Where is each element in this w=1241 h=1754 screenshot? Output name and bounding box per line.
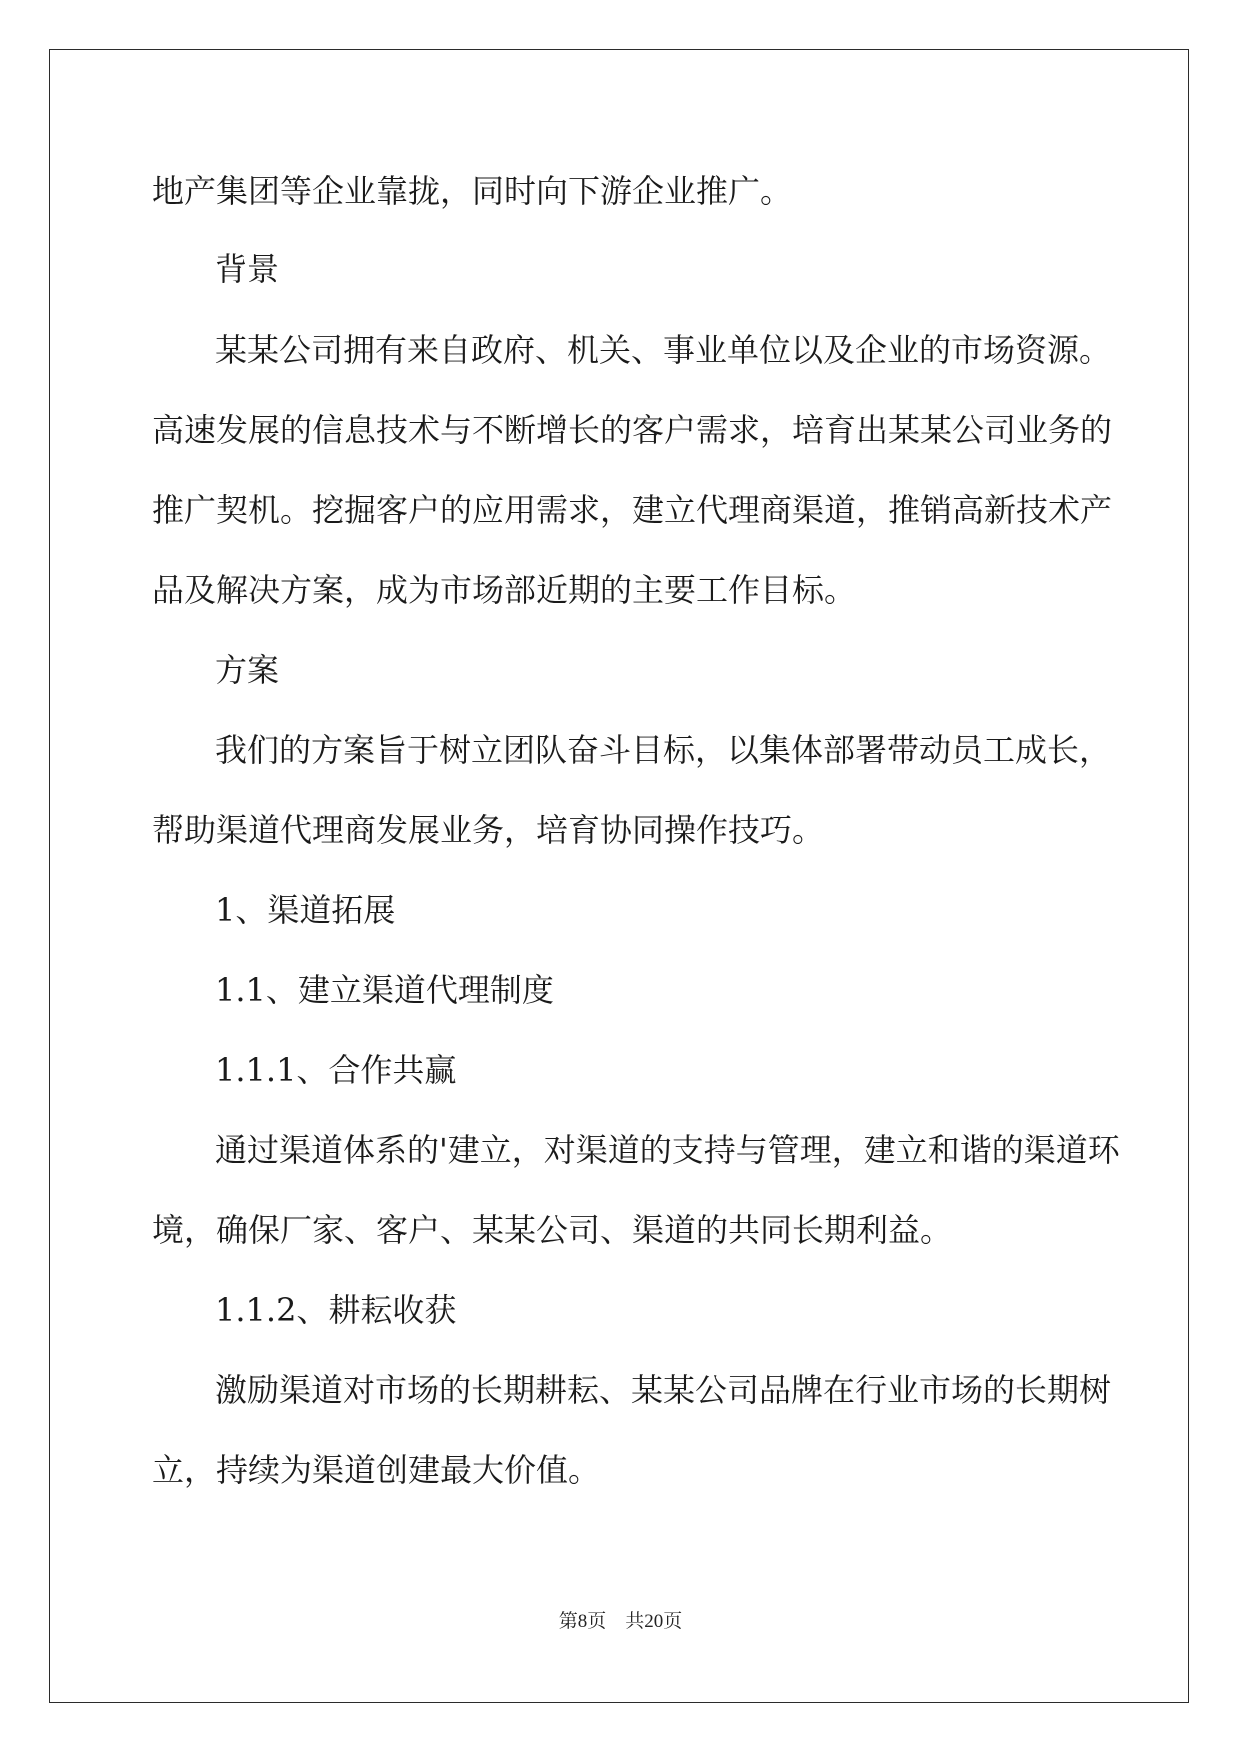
body-text-line: 通过渠道体系的'建立，对渠道的支持与管理，建立和谐的渠道环 xyxy=(215,1131,1120,1169)
body-text-line: 立，持续为渠道创建最大价值。 xyxy=(152,1451,601,1489)
heading-win-win-cooperation: 1.1.1、合作共赢 xyxy=(215,1051,457,1089)
heading-channel-agency-system: 1.1、建立渠道代理制度 xyxy=(215,971,554,1009)
page-total: 共20页 xyxy=(625,1611,683,1632)
body-text-line: 推广契机。挖掘客户的应用需求，建立代理商渠道，推销高新技术产 xyxy=(152,491,1113,529)
page-number: 第8页 xyxy=(558,1611,607,1632)
body-text-line: 境，确保厂家、客户、某某公司、渠道的共同长期利益。 xyxy=(152,1211,953,1249)
section-heading-background: 背景 xyxy=(215,250,280,288)
heading-channel-expansion: 1、渠道拓展 xyxy=(215,891,396,929)
body-text-line: 品及解决方案，成为市场部近期的主要工作目标。 xyxy=(152,571,857,609)
page-footer xyxy=(0,1606,1241,1633)
body-text-line: 我们的方案旨于树立团队奋斗目标，以集体部署带动员工成长， xyxy=(215,731,1112,769)
section-heading-plan: 方案 xyxy=(215,651,280,689)
body-text-line: 帮助渠道代理商发展业务，培育协同操作技巧。 xyxy=(152,811,825,849)
body-text-line: 高速发展的信息技术与不断增长的客户需求，培育出某某公司业务的 xyxy=(152,411,1113,449)
body-text-line: 某某公司拥有来自政府、机关、事业单位以及企业的市场资源。 xyxy=(215,331,1112,369)
body-text-line: 地产集团等企业靠拢，同时向下游企业推广。 xyxy=(152,172,793,210)
heading-cultivation-harvest: 1.1.2、耕耘收获 xyxy=(215,1291,457,1329)
body-text-line: 激励渠道对市场的长期耕耘、某某公司品牌在行业市场的长期树 xyxy=(215,1371,1112,1409)
